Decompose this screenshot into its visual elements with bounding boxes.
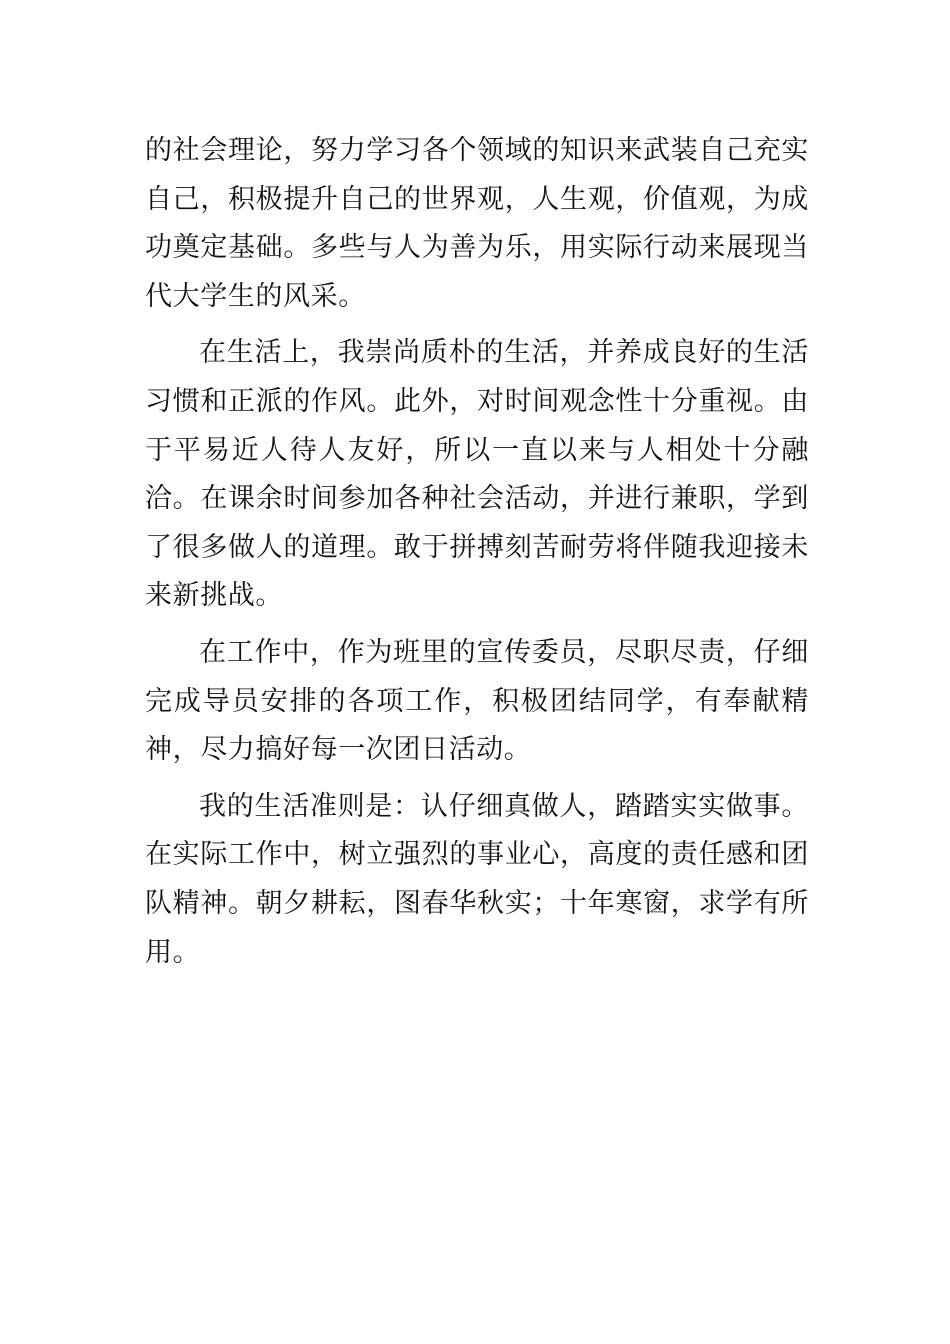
paragraph-continuation: 的社会理论，努力学习各个领域的知识来武装自己充实自己，积极提升自己的世界观，人生观，价值观，为成功奠定基础。多些与人为善为乐，用实际行动来展现当代大学生的风采。	[145, 135, 809, 312]
document-body	[145, 127, 809, 985]
paragraph-principles: 我的生活准则是：认仔细真做人，踏踏实实做事。在实际工作中，树立强烈的事业心，高度的责任感和团队精神。朝夕耕耘，图春华秋实；十年寒窗，求学有所用。	[145, 790, 809, 968]
paragraph-work: 在工作中，作为班里的宣传委员，尽职尽责，仔细完成导员安排的各项工作，积极团结同学，有奉献精神，尽力搞好每一次团日活动。	[145, 636, 809, 766]
paragraph-life: 在生活上，我崇尚质朴的生活，并养成良好的生活习惯和正派的作风。此外，对时间观念性十分重视。由于平易近人待人友好，所以一直以来与人相处十分融洽。在课余时间参加各种社会活动，并进行兼职，学到了很多做人的道理。敢于拼搏刻苦耐劳将伴随我迎接未来新挑战。	[145, 337, 809, 612]
